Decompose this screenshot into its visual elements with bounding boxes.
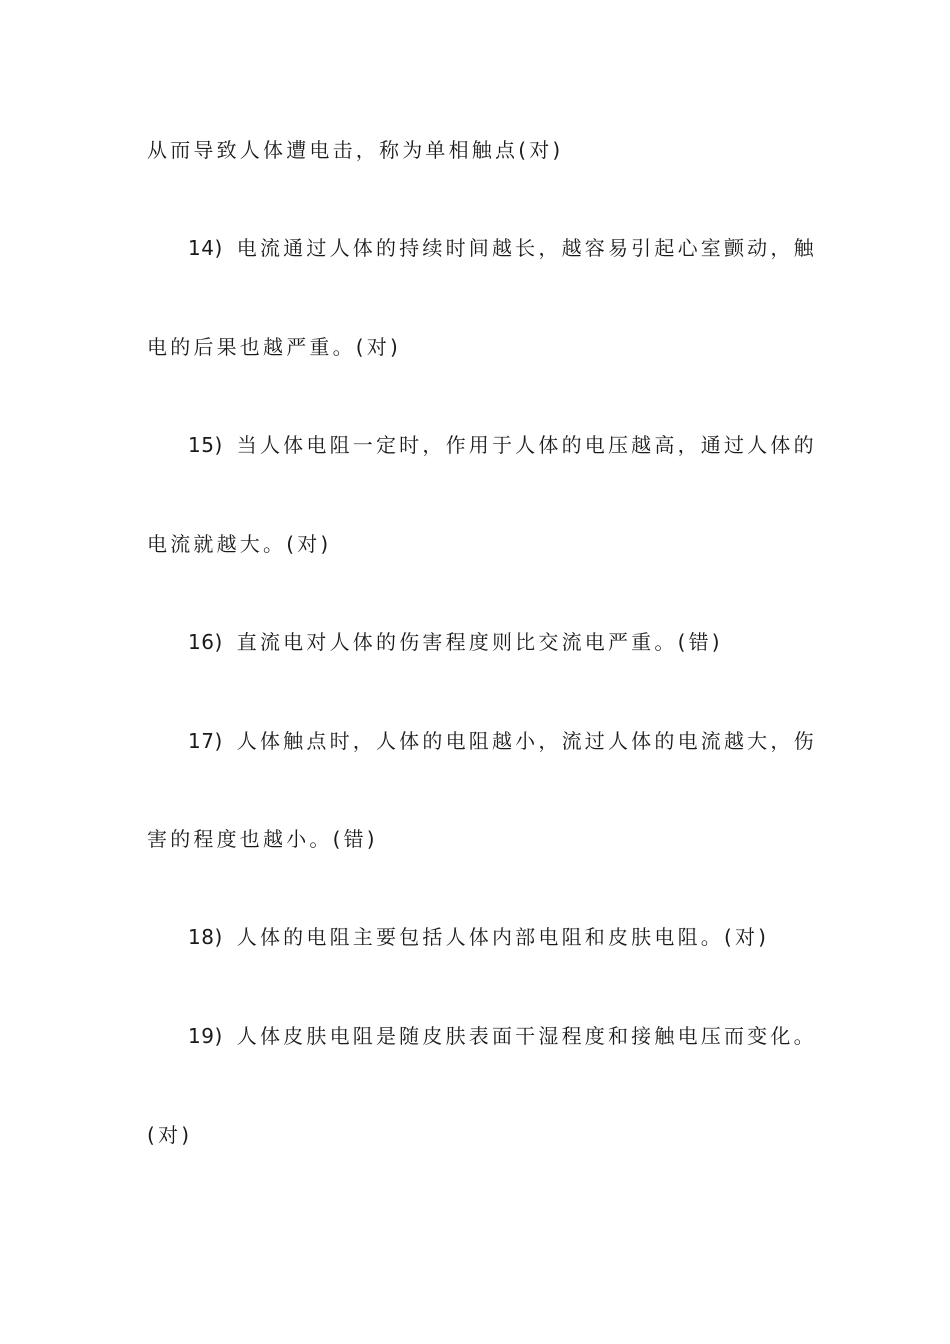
item-number: 19)	[188, 1024, 223, 1048]
line-text: 直流电对人体的伤害程度则比交流电严重。(错)	[236, 630, 723, 654]
text-line	[147, 530, 331, 558]
line-text: 人体触点时，人体的电阻越小，流过人体的电流越大，伤	[236, 729, 817, 753]
line-text: 人体皮肤电阻是随皮肤表面干湿程度和接触电压而变化。	[236, 1024, 817, 1048]
item-17	[188, 727, 817, 755]
item-15	[188, 431, 817, 459]
item-18	[188, 923, 769, 951]
line-text: 电流通过人体的持续时间越长，越容易引起心室颤动，触	[236, 236, 817, 260]
line-text: 人体的电阻主要包括人体内部电阻和皮肤电阻。(对)	[236, 925, 770, 949]
item-number: 17)	[188, 729, 223, 753]
item-19	[188, 1022, 817, 1050]
item-number: 16)	[188, 630, 223, 654]
text-line	[147, 333, 401, 361]
line-text: 当人体电阻一定时，作用于人体的电压越高，通过人体的	[236, 433, 817, 457]
line-text: 害的程度也越小。(错)	[147, 827, 378, 851]
text-line	[147, 1121, 192, 1149]
line-text: (对)	[147, 1123, 193, 1147]
item-number: 15)	[188, 433, 223, 457]
text-line	[147, 136, 563, 164]
line-text: 从而导致人体遭电击，称为单相触点(对)	[147, 138, 564, 162]
item-number: 14)	[188, 236, 223, 260]
line-text: 电流就越大。(对)	[147, 532, 332, 556]
item-16	[188, 628, 723, 656]
line-text: 电的后果也越严重。(对)	[147, 335, 402, 359]
item-number: 18)	[188, 925, 223, 949]
text-line	[147, 825, 378, 853]
item-14	[188, 234, 817, 262]
